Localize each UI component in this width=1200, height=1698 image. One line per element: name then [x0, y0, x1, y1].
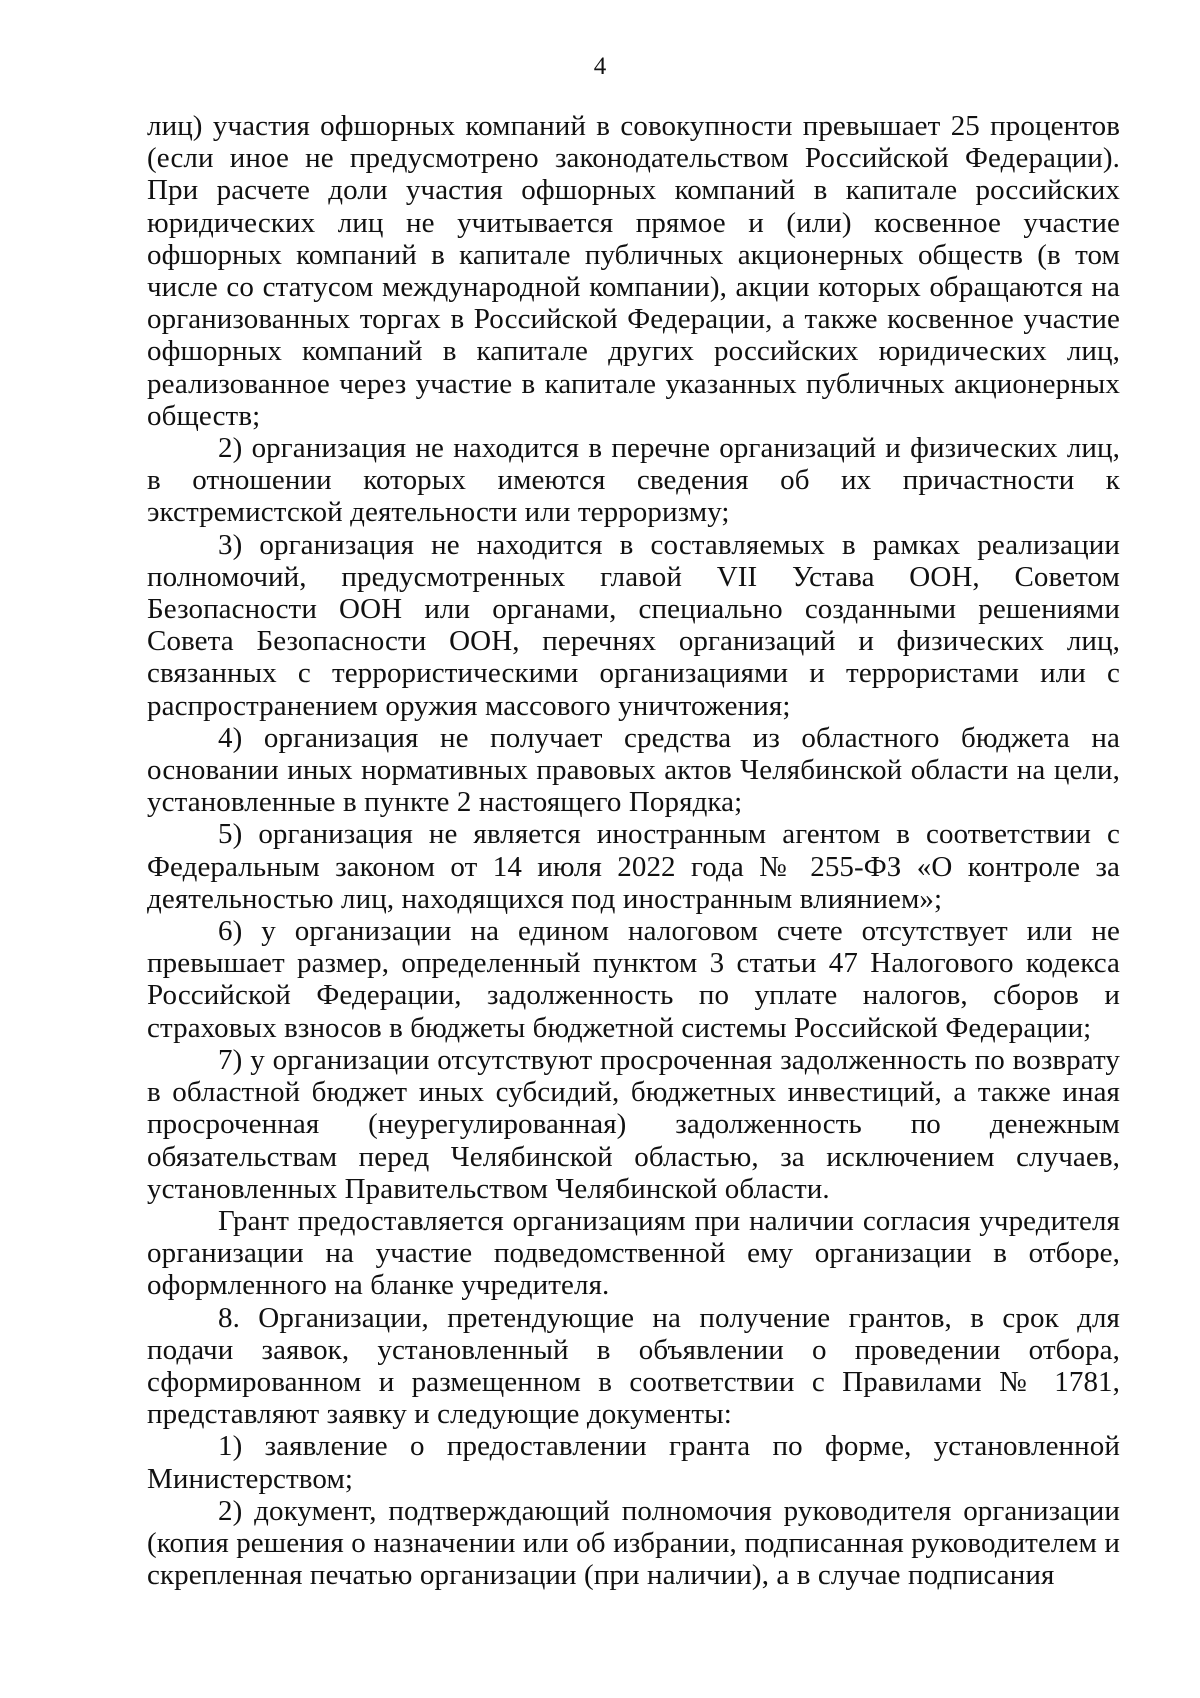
paragraph-item-2: 2) организация не находится в перечне организаций и физических лиц, в отношении которых имеются сведения об их причастности к экстремистской деятельности или терроризму; — [147, 432, 1120, 529]
paragraph-grant-consent: Грант предоставляется организациям при наличии согласия учредителя организации на участие подведомственной ему организации в отборе, оформленного на бланке учредителя. — [147, 1204, 1120, 1302]
page-number: 4 — [593, 53, 607, 80]
paragraph-section-8: 8. Организации, претендующие на получение грантов, в срок для подачи заявок, установленный в объявлении о проведении отбора, сформированном и размещенном в соответствии с Правилами № 1781, представляют заявку и следующие документы: — [147, 1301, 1120, 1431]
paragraph-item-7: 7) у организации отсутствуют просроченная задолженность по возврату в областной бюджет иных субсидий, бюджетных инвестиций, а также иная просроченная (неурегулированная) задолженность по денежным обязательствам перед Челябинской областью, за исключением случаев, установленных Правительством Челябинской области. — [147, 1043, 1120, 1205]
paragraph-item-4: 4) организация не получает средства из областного бюджета на основании иных нормативных правовых актов Челябинской области на цели, установленные в пункте 2 настоящего Порядка; — [147, 721, 1120, 819]
paragraph-offshore-continuation: лиц) участия офшорных компаний в совокупности превышает 25 процентов (если иное не предусмотрено законодательством Российской Федерации). При расчете доли участия офшорных компаний в капитале российских юридических лиц не учитывается прямое и (или) косвенное участие офшорных компаний в капитале публичных акционерных обществ (в том числе со статусом международной компании), акции которых обращаются на организованных торгах в Российской Федерации, а также косвенное участие офшорных компаний в капитале других российских юридических лиц, реализованное через участие в капитале указанных публичных акционерных обществ; — [147, 110, 1120, 432]
paragraph-item-5: 5) организация не является иностранным агентом в соответствии с Федеральным законом от 14 июля 2022 года № 255-ФЗ «О контроле за деятельностью лиц, находящихся под иностранным влиянием»; — [147, 818, 1120, 915]
paragraph-item-6: 6) у организации на едином налоговом счете отсутствует или не превышает размер, определенный пунктом 3 статьи 47 Налогового кодекса Российской Федерации, задолженность по уплате налогов, сборов и страховых взносов в бюджеты бюджетной системы Российской Федерации; — [147, 915, 1120, 1044]
paragraph-item-3: 3) организация не находится в составляемых в рамках реализации полномочий, предусмотренных главой VII Устава ООН, Советом Безопасности ООН или органами, специально созданными решениями Совета Безопасности ООН, перечнях организаций и физических лиц, связанных с террористическими организациями и террористами или с распространением оружия массового уничтожения; — [147, 528, 1120, 722]
paragraph-doc-item-1: 1) заявление о предоставлении гранта по форме, установленной Министерством; — [147, 1430, 1120, 1495]
document-body — [147, 110, 1120, 1591]
paragraph-doc-item-2: 2) документ, подтверждающий полномочия руководителя организации (копия решения о назначении или об избрании, подписанная руководителем и скрепленная печатью организации (при наличии), а в случае подписания — [147, 1494, 1120, 1592]
